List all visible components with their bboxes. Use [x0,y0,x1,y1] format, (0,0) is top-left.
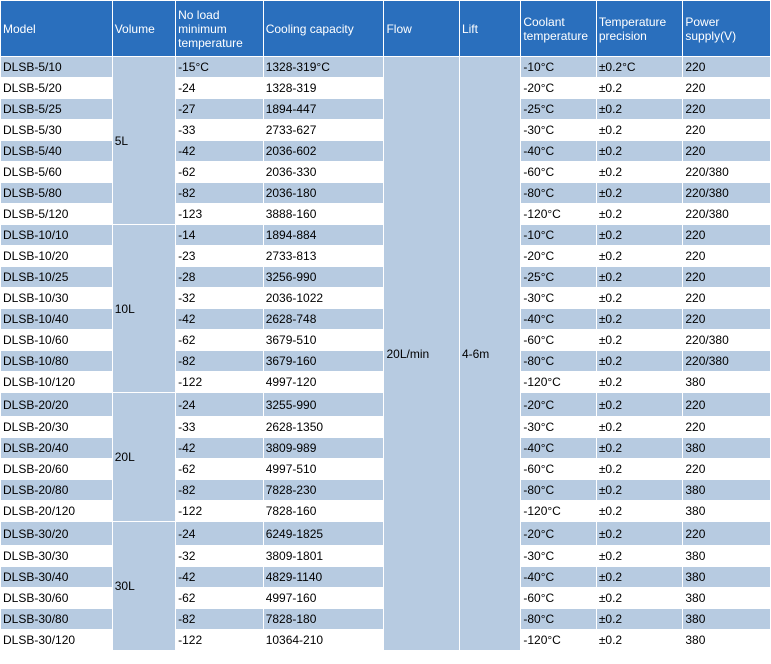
cell-min-temp: -122 [176,372,263,392]
cell-coolant-temp: -25°C [521,99,595,119]
header-min-temp: No load minimum temperature [176,1,263,56]
cell-model: DLSB-30/30 [1,546,112,566]
cell-cooling-capacity: 4997-510 [264,459,384,479]
cell-model: DLSB-10/80 [1,351,112,371]
cell-coolant-temp: -120°C [521,372,595,392]
cell-power-supply: 220/380 [683,204,770,224]
cell-model: DLSB-5/40 [1,141,112,161]
cell-cooling-capacity: 3256-990 [264,267,384,287]
cell-model: DLSB-10/25 [1,267,112,287]
cell-cooling-capacity: 2628-1350 [264,417,384,437]
cell-lift: 4-6m [460,57,520,650]
cell-coolant-temp: -60°C [521,330,595,350]
cell-model: DLSB-10/120 [1,372,112,392]
cell-coolant-temp: -30°C [521,120,595,140]
cell-temp-precision: ±0.2 [597,630,683,650]
cell-temp-precision: ±0.2 [597,567,683,587]
cell-temp-precision: ±0.2 [597,309,683,329]
cell-cooling-capacity: 1894-884 [264,225,384,245]
cell-coolant-temp: -20°C [521,393,595,416]
cell-temp-precision: ±0.2 [597,417,683,437]
cell-cooling-capacity: 3809-1801 [264,546,384,566]
cell-model: DLSB-30/20 [1,522,112,545]
cell-coolant-temp: -60°C [521,588,595,608]
header-coolant-temp: Coolant temperature [521,1,595,56]
cell-volume: 30L [113,522,175,650]
cell-model: DLSB-5/20 [1,78,112,98]
cell-temp-precision: ±0.2 [597,438,683,458]
cell-power-supply: 220 [683,417,770,437]
cell-flow: 20L/min [384,57,458,650]
cell-temp-precision: ±0.2 [597,141,683,161]
cell-coolant-temp: -120°C [521,204,595,224]
cell-min-temp: -82 [176,183,263,203]
cell-min-temp: -62 [176,588,263,608]
cell-model: DLSB-30/120 [1,630,112,650]
cell-power-supply: 220 [683,459,770,479]
cell-coolant-temp: -80°C [521,609,595,629]
cell-min-temp: -42 [176,567,263,587]
cell-min-temp: -32 [176,546,263,566]
cell-coolant-temp: -20°C [521,78,595,98]
header-flow: Flow [384,1,458,56]
cell-power-supply: 380 [683,438,770,458]
cell-temp-precision: ±0.2 [597,501,683,521]
cell-temp-precision: ±0.2 [597,330,683,350]
cell-power-supply: 380 [683,609,770,629]
cell-model: DLSB-5/120 [1,204,112,224]
cell-power-supply: 220 [683,57,770,77]
cell-volume: 20L [113,393,175,521]
cell-min-temp: -28 [176,267,263,287]
cell-power-supply: 220 [683,246,770,266]
cell-cooling-capacity: 4997-120 [264,372,384,392]
cell-cooling-capacity: 3679-160 [264,351,384,371]
cell-model: DLSB-20/30 [1,417,112,437]
cell-temp-precision: ±0.2 [597,120,683,140]
cell-cooling-capacity: 3888-160 [264,204,384,224]
cell-cooling-capacity: 2036-330 [264,162,384,182]
cell-temp-precision: ±0.2 [597,246,683,266]
cell-model: DLSB-5/60 [1,162,112,182]
header-model: Model [1,1,112,56]
header-power-supply: Power supply(V) [683,1,770,56]
cell-min-temp: -24 [176,522,263,545]
cell-power-supply: 380 [683,588,770,608]
cell-temp-precision: ±0.2 [597,225,683,245]
cell-coolant-temp: -80°C [521,183,595,203]
cell-cooling-capacity: 3809-989 [264,438,384,458]
cell-cooling-capacity: 7828-230 [264,480,384,500]
cell-power-supply: 220 [683,99,770,119]
cell-coolant-temp: -120°C [521,501,595,521]
cell-temp-precision: ±0.2 [597,78,683,98]
cell-min-temp: -24 [176,393,263,416]
cell-min-temp: -62 [176,162,263,182]
cell-temp-precision: ±0.2 [597,546,683,566]
cell-min-temp: -82 [176,351,263,371]
cell-power-supply: 380 [683,501,770,521]
cell-power-supply: 380 [683,372,770,392]
cell-min-temp: -42 [176,438,263,458]
cell-model: DLSB-20/120 [1,501,112,521]
cell-cooling-capacity: 2733-813 [264,246,384,266]
cell-model: DLSB-10/60 [1,330,112,350]
cell-model: DLSB-30/80 [1,609,112,629]
cell-power-supply: 380 [683,567,770,587]
cell-power-supply: 220 [683,120,770,140]
cell-temp-precision: ±0.2 [597,183,683,203]
cell-power-supply: 220/380 [683,162,770,182]
cell-min-temp: -42 [176,309,263,329]
cell-cooling-capacity: 3255-990 [264,393,384,416]
cell-cooling-capacity: 2036-602 [264,141,384,161]
cell-min-temp: -62 [176,459,263,479]
cell-model: DLSB-10/10 [1,225,112,245]
cell-model: DLSB-20/40 [1,438,112,458]
cell-temp-precision: ±0.2 [597,204,683,224]
cell-min-temp: -122 [176,630,263,650]
cell-coolant-temp: -10°C [521,225,595,245]
cell-min-temp: -122 [176,501,263,521]
cell-coolant-temp: -30°C [521,417,595,437]
cell-min-temp: -123 [176,204,263,224]
cell-model: DLSB-20/80 [1,480,112,500]
cell-power-supply: 220/380 [683,183,770,203]
cell-cooling-capacity: 1894-447 [264,99,384,119]
cell-cooling-capacity: 1328-319°C [264,57,384,77]
cell-model: DLSB-30/60 [1,588,112,608]
cell-power-supply: 380 [683,630,770,650]
cell-temp-precision: ±0.2 [597,588,683,608]
cell-min-temp: -23 [176,246,263,266]
cell-model: DLSB-5/25 [1,99,112,119]
cell-power-supply: 220 [683,225,770,245]
cell-min-temp: -42 [176,141,263,161]
header-volume: Volume [113,1,175,56]
cell-volume: 10L [113,225,175,392]
cell-power-supply: 220 [683,288,770,308]
cell-min-temp: -62 [176,330,263,350]
cell-min-temp: -14 [176,225,263,245]
cell-power-supply: 220 [683,522,770,545]
cell-power-supply: 220 [683,78,770,98]
cell-coolant-temp: -80°C [521,351,595,371]
cell-cooling-capacity: 2036-180 [264,183,384,203]
cell-coolant-temp: -30°C [521,546,595,566]
cell-temp-precision: ±0.2 [597,393,683,416]
cell-coolant-temp: -40°C [521,141,595,161]
cell-model: DLSB-10/20 [1,246,112,266]
cell-cooling-capacity: 2036-1022 [264,288,384,308]
cell-coolant-temp: -20°C [521,246,595,266]
cell-coolant-temp: -30°C [521,288,595,308]
cell-temp-precision: ±0.2 [597,372,683,392]
cell-coolant-temp: -120°C [521,630,595,650]
cell-min-temp: -15°C [176,57,263,77]
cell-coolant-temp: -60°C [521,459,595,479]
cell-temp-precision: ±0.2 [597,609,683,629]
cell-power-supply: 220 [683,141,770,161]
cell-temp-precision: ±0.2°C [597,57,683,77]
cell-coolant-temp: -40°C [521,438,595,458]
cell-power-supply: 220 [683,393,770,416]
cell-min-temp: -33 [176,120,263,140]
cell-model: DLSB-20/20 [1,393,112,416]
cell-coolant-temp: -40°C [521,309,595,329]
cell-coolant-temp: -25°C [521,267,595,287]
cell-cooling-capacity: 6249-1825 [264,522,384,545]
cell-temp-precision: ±0.2 [597,162,683,182]
cell-cooling-capacity: 2733-627 [264,120,384,140]
cell-coolant-temp: -20°C [521,522,595,545]
cell-temp-precision: ±0.2 [597,99,683,119]
cell-temp-precision: ±0.2 [597,480,683,500]
cell-cooling-capacity: 10364-210 [264,630,384,650]
cell-model: DLSB-5/30 [1,120,112,140]
cell-coolant-temp: -40°C [521,567,595,587]
cell-temp-precision: ±0.2 [597,288,683,308]
cell-cooling-capacity: 4829-1140 [264,567,384,587]
header-lift: Lift [460,1,520,56]
cell-coolant-temp: -10°C [521,57,595,77]
cell-model: DLSB-10/40 [1,309,112,329]
cell-volume: 5L [113,57,175,224]
cell-temp-precision: ±0.2 [597,459,683,479]
cell-model: DLSB-5/80 [1,183,112,203]
cell-power-supply: 220/380 [683,330,770,350]
cell-coolant-temp: -80°C [521,480,595,500]
cell-min-temp: -82 [176,480,263,500]
cell-cooling-capacity: 7828-160 [264,501,384,521]
cell-min-temp: -27 [176,99,263,119]
header-temp-precision: Temperature precision [597,1,683,56]
cell-min-temp: -82 [176,609,263,629]
cell-power-supply: 220 [683,309,770,329]
cell-min-temp: -33 [176,417,263,437]
cell-cooling-capacity: 2628-748 [264,309,384,329]
cell-model: DLSB-5/10 [1,57,112,77]
cell-cooling-capacity: 1328-319 [264,78,384,98]
cell-power-supply: 220/380 [683,351,770,371]
cell-temp-precision: ±0.2 [597,351,683,371]
table-row [1,57,770,77]
cell-cooling-capacity: 3679-510 [264,330,384,350]
cell-temp-precision: ±0.2 [597,522,683,545]
cell-model: DLSB-30/40 [1,567,112,587]
header-row [1,1,770,56]
cell-power-supply: 380 [683,546,770,566]
cell-cooling-capacity: 7828-180 [264,609,384,629]
cell-model: DLSB-10/30 [1,288,112,308]
cell-coolant-temp: -60°C [521,162,595,182]
cell-model: DLSB-20/60 [1,459,112,479]
cell-power-supply: 380 [683,480,770,500]
cell-cooling-capacity: 4997-160 [264,588,384,608]
cell-min-temp: -32 [176,288,263,308]
cell-temp-precision: ±0.2 [597,267,683,287]
cell-power-supply: 220 [683,267,770,287]
cell-min-temp: -24 [176,78,263,98]
header-cooling-capacity: Cooling capacity [264,1,384,56]
